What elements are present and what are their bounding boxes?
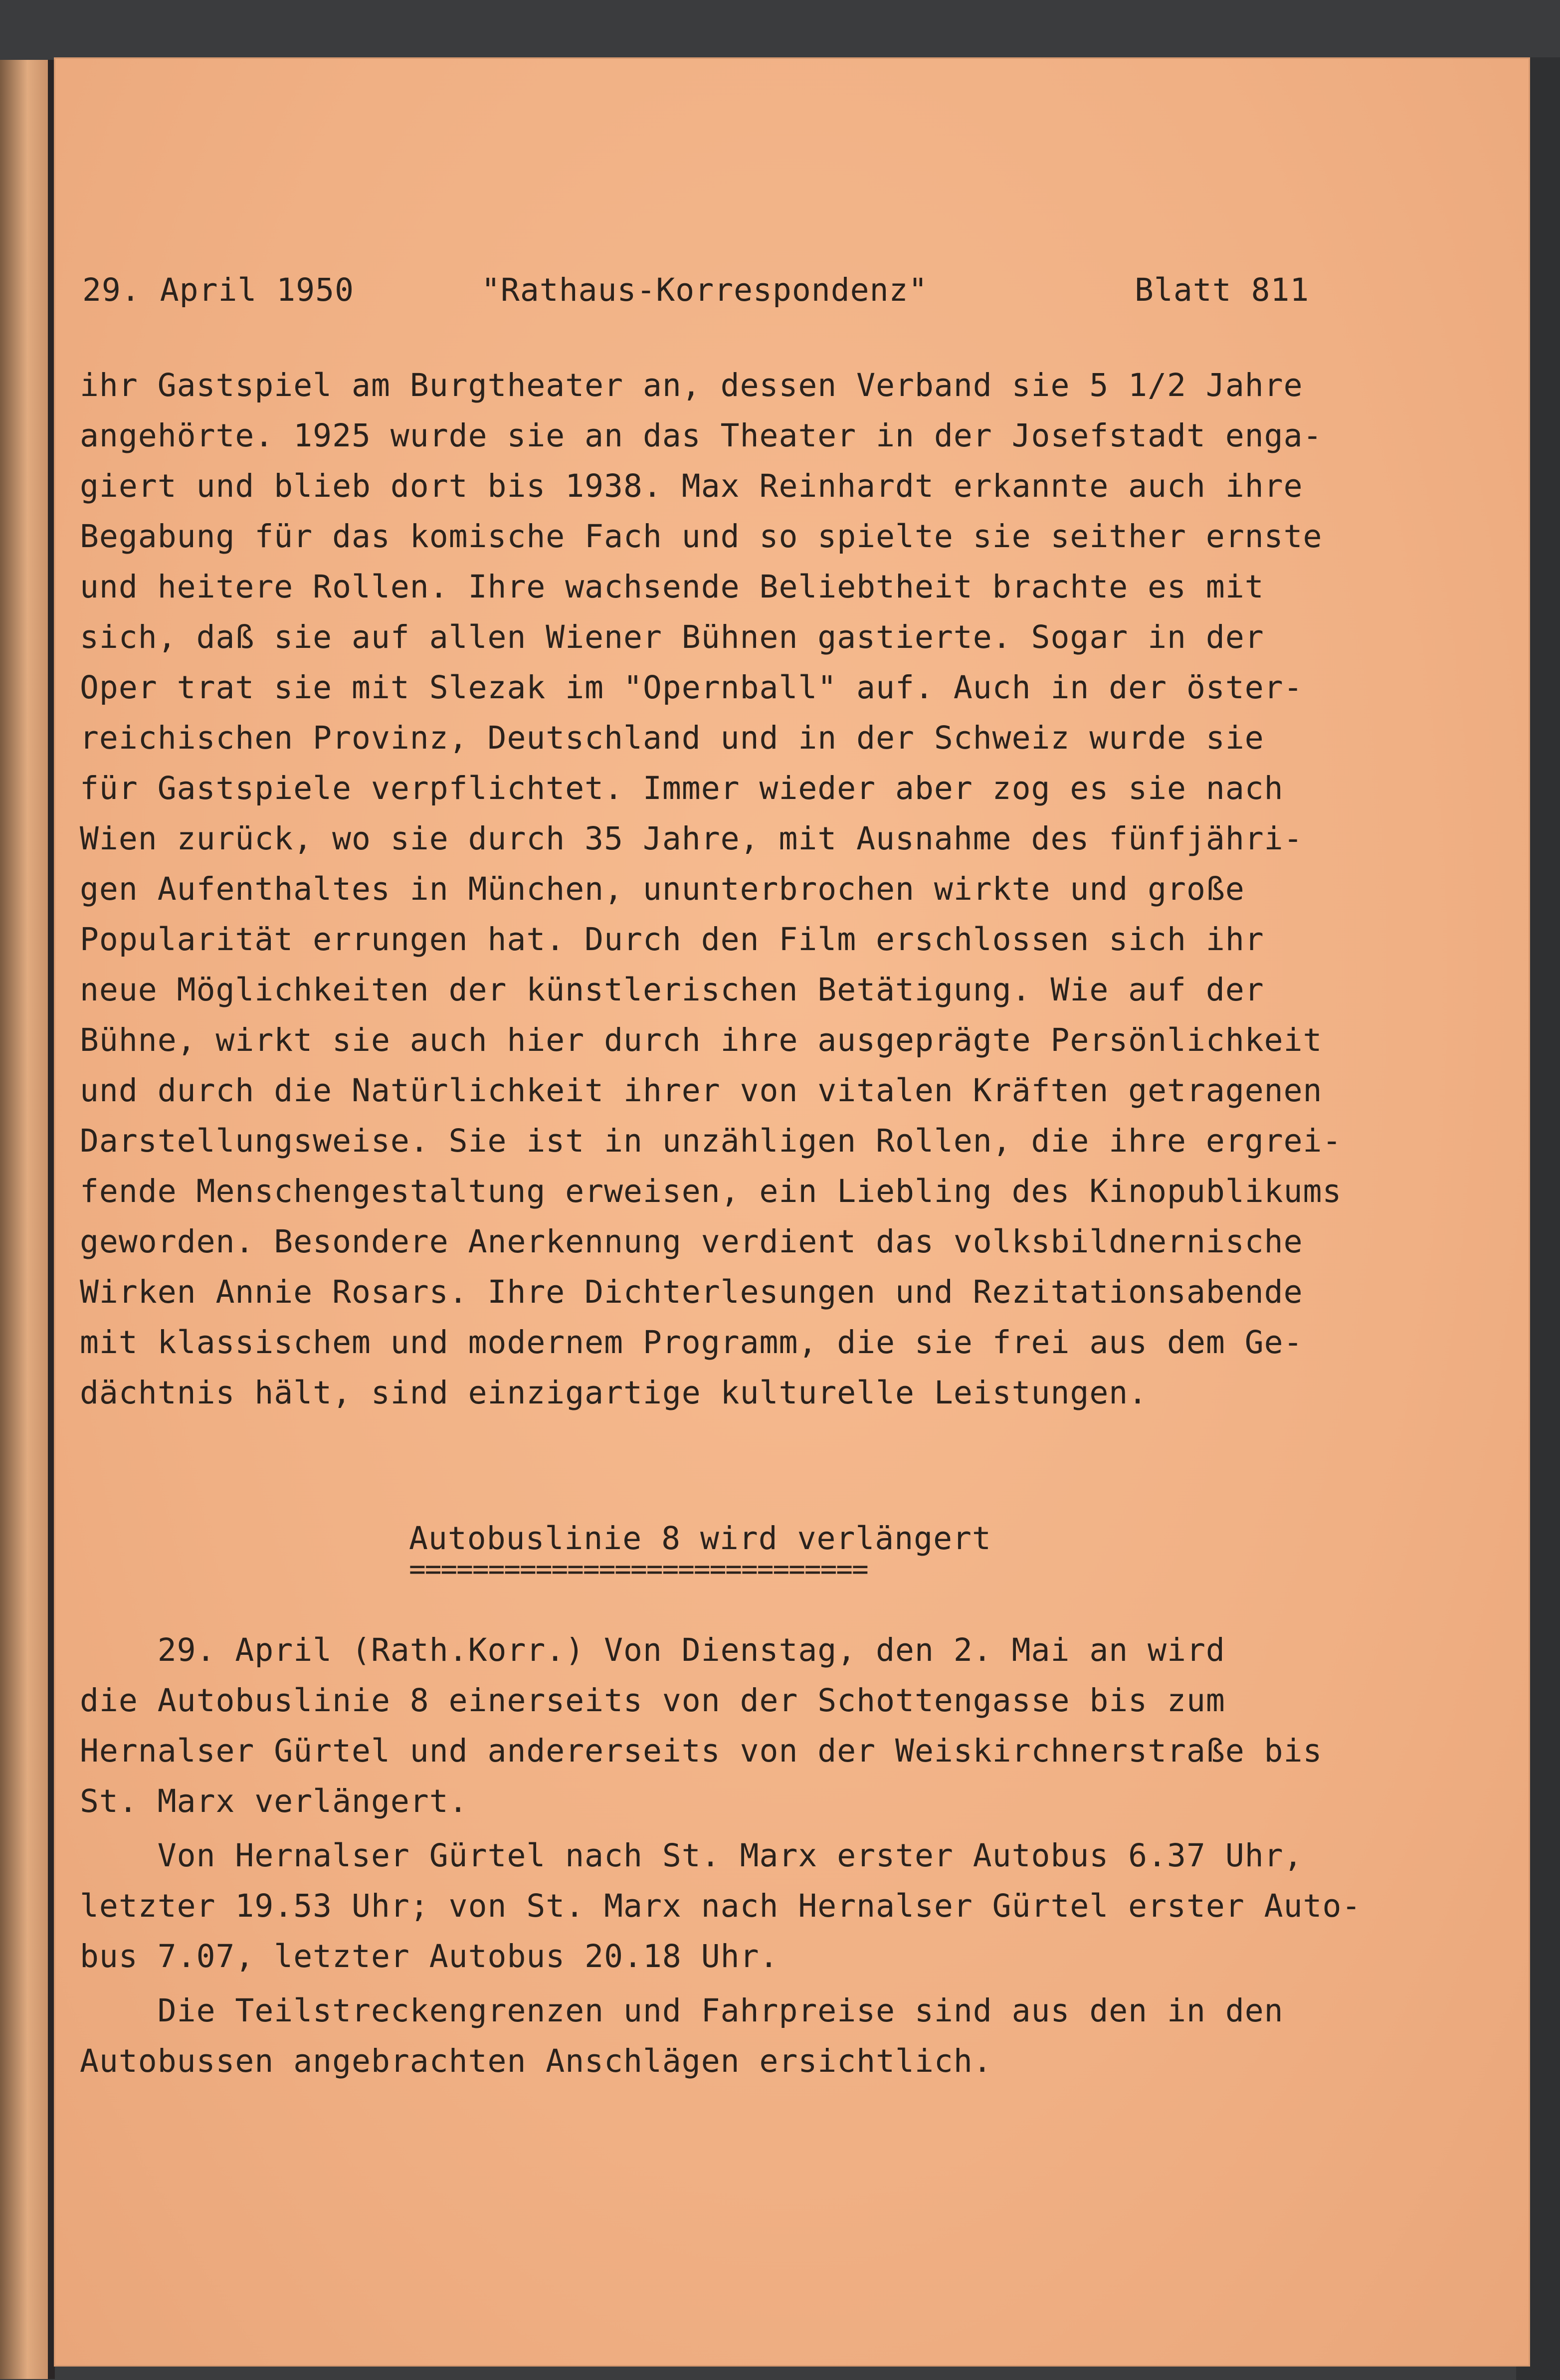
header-sheet-number: Blatt 811 bbox=[1135, 272, 1310, 308]
text-line: Darstellungsweise. Sie ist in unzähligen Rollen, die ihre ergrei- bbox=[80, 1123, 1342, 1159]
text-line: letzter 19.53 Uhr; von St. Marx nach Hernalser Gürtel erster Auto- bbox=[80, 1888, 1362, 1924]
text-line: Wien zurück, wo sie durch 35 Jahre, mit Ausnahme des fünfjähri- bbox=[80, 820, 1303, 857]
text-line: Oper trat sie mit Slezak im "Opernball" auf. Auch in der öster- bbox=[80, 669, 1303, 706]
text-line: für Gastspiele verpflichtet. Immer wieder aber zog es sie nach bbox=[80, 770, 1284, 806]
text-line: Autobussen angebrachten Anschlägen ersichtlich. bbox=[80, 2043, 992, 2079]
article-heading: Autobuslinie 8 wird verlängert bbox=[409, 1520, 991, 1557]
text-line: ihr Gastspiel am Burgtheater an, dessen Verband sie 5 1/2 Jahre bbox=[80, 367, 1303, 403]
header-title: "Rathaus-Korrespondenz" bbox=[481, 272, 928, 308]
text-line: mit klassischem und modernem Programm, die sie frei aus dem Ge- bbox=[80, 1324, 1303, 1361]
article-paragraph bbox=[80, 1985, 1426, 2086]
article-paragraph bbox=[80, 1625, 1426, 1826]
text-line: und heitere Rollen. Ihre wachsende Beliebtheit brachte es mit bbox=[80, 569, 1264, 605]
paragraph-gap bbox=[80, 1982, 1426, 1985]
text-line: angehörte. 1925 wurde sie an das Theater in der Josefstadt enga- bbox=[80, 417, 1323, 454]
text-line: geworden. Besondere Anerkennung verdient das volksbildnernische bbox=[80, 1223, 1303, 1260]
text-line: die Autobuslinie 8 einerseits von der Schottengasse bis zum bbox=[80, 1682, 1225, 1719]
text-line: Die Teilstreckengrenzen und Fahrpreise sind aus den in den bbox=[80, 1992, 1284, 2029]
article-body bbox=[80, 1625, 1426, 2086]
text-line: sich, daß sie auf allen Wiener Bühnen gastierte. Sogar in der bbox=[80, 619, 1264, 655]
continuation-text bbox=[80, 360, 1396, 1418]
text-line: Begabung für das komische Fach und so spielte sie seither ernste bbox=[80, 518, 1323, 555]
text-line: Wirken Annie Rosars. Ihre Dichterlesungen und Rezitationsabende bbox=[80, 1274, 1303, 1310]
text-line: Popularität errungen hat. Durch den Film erschlossen sich ihr bbox=[80, 921, 1264, 958]
text-line: St. Marx verlängert. bbox=[80, 1783, 468, 1819]
text-line: reichischen Provinz, Deutschland und in der Schweiz wurde sie bbox=[80, 720, 1264, 756]
text-line: und durch die Natürlichkeit ihrer von vitalen Kräften getragenen bbox=[80, 1072, 1323, 1109]
text-line: Hernalser Gürtel und andererseits von der Weiskirchnerstraße bis bbox=[80, 1733, 1323, 1769]
text-line: bus 7.07, letzter Autobus 20.18 Uhr. bbox=[80, 1938, 779, 1975]
article-paragraph bbox=[80, 1830, 1426, 1982]
text-line: Von Hernalser Gürtel nach St. Marx erster Autobus 6.37 Uhr, bbox=[80, 1837, 1303, 1874]
paragraph-gap bbox=[80, 1826, 1426, 1830]
text-line: 29. April (Rath.Korr.) Von Dienstag, den 2. Mai an wird bbox=[80, 1632, 1225, 1668]
previous-page-edge bbox=[0, 60, 50, 2379]
text-line: Bühne, wirkt sie auch hier durch ihre ausgeprägte Persönlichkeit bbox=[80, 1022, 1323, 1058]
article-heading-block bbox=[409, 1520, 1027, 1586]
text-line: giert und blieb dort bis 1938. Max Reinhardt erkannte auch ihre bbox=[80, 468, 1303, 504]
header-date: 29. April 1950 bbox=[82, 272, 355, 308]
heading-underline: ============================= bbox=[409, 1553, 868, 1586]
text-line: dächtnis hält, sind einzigartige kulturelle Leistungen. bbox=[80, 1375, 1148, 1411]
text-line: fende Menschengestaltung erweisen, ein Liebling des Kinopublikums bbox=[80, 1173, 1342, 1209]
text-line: neue Möglichkeiten der künstlerischen Betätigung. Wie auf der bbox=[80, 972, 1264, 1008]
text-line: gen Aufenthaltes in München, ununterbrochen wirkte und große bbox=[80, 871, 1245, 907]
